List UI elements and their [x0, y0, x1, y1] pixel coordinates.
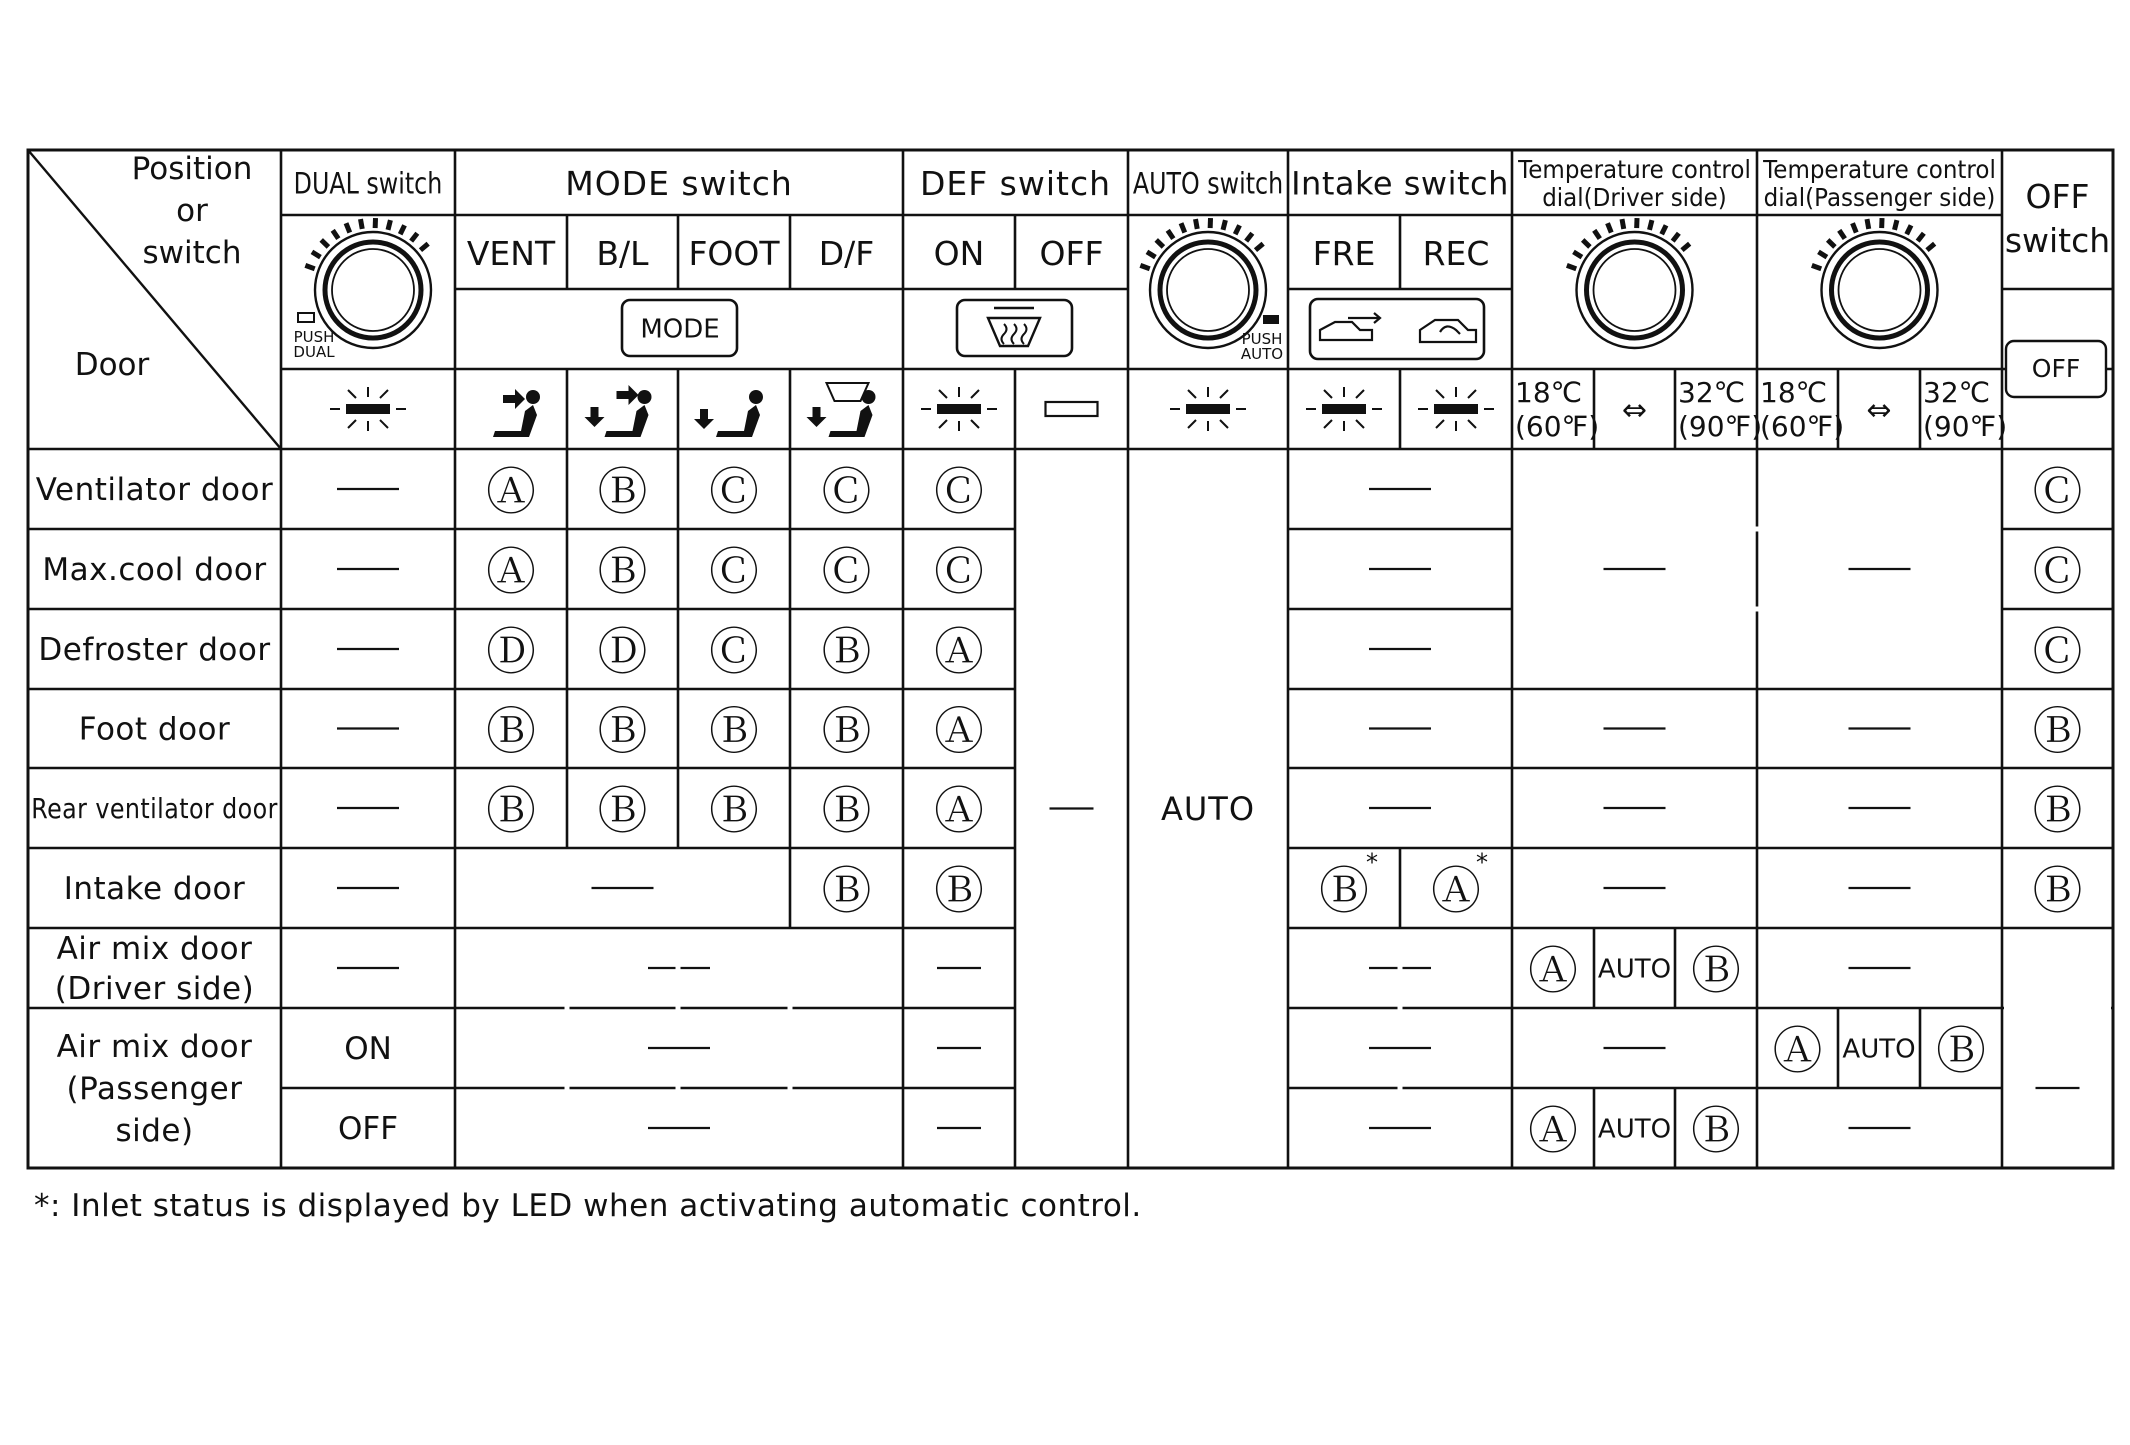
temp-passenger-auto: AUTO	[1842, 1034, 1916, 1065]
intake-position-fre: FRE	[1312, 233, 1376, 273]
auto-column-label: AUTO	[1160, 790, 1256, 829]
off-cell-letter: Ⓑ	[2032, 782, 2083, 840]
led-lit-icon	[1306, 387, 1382, 431]
temp-passenger-knob[interactable]	[1812, 218, 1938, 348]
temp-driver-letter: Ⓐ	[1528, 1102, 1578, 1160]
mode-df-letter: Ⓑ	[821, 862, 872, 920]
mode-cell-letter: Ⓓ	[486, 623, 536, 681]
def-position-off: OFF	[1039, 233, 1104, 273]
temp-driver-auto: AUTO	[1597, 954, 1672, 985]
mode-position-bl: B/L	[596, 233, 649, 273]
door-label: Rear ventilator door	[31, 793, 278, 826]
auto-knob[interactable]	[1140, 218, 1266, 348]
header-intake-switch: Intake switch	[1291, 164, 1509, 203]
mode-cell-letter: Ⓒ	[821, 463, 872, 521]
led-lit-icon	[921, 387, 997, 431]
mode-cell-letter: Ⓒ	[821, 543, 872, 601]
mode-cell-letter: Ⓑ	[597, 702, 648, 761]
mode-cell-letter: Ⓑ	[597, 463, 648, 521]
led-lit-icon	[1418, 387, 1494, 431]
temp-driver-high: 32℃ (90℉)	[1678, 376, 1763, 444]
mode-position-df: D/F	[818, 233, 875, 273]
header-def-switch: DEF switch	[919, 163, 1112, 203]
temp-driver-arrow: ⇔	[1621, 392, 1648, 428]
off-cell-letter: Ⓒ	[2032, 463, 2083, 521]
mode-cell-letter: Ⓒ	[709, 543, 759, 601]
door-label: Defroster door	[38, 632, 271, 669]
door-label: Foot door	[78, 711, 231, 748]
mode-cell-letter: Ⓒ	[709, 623, 759, 681]
mode-position-foot: FOOT	[688, 233, 780, 273]
mode-cell-letter: Ⓑ	[821, 702, 872, 761]
def-on-cell-letter: Ⓐ	[934, 782, 984, 840]
temp-passenger-arrow: ⇔	[1866, 392, 1892, 428]
intake-button-pair[interactable]	[1310, 299, 1484, 359]
bilevel-mode-icon	[585, 385, 652, 437]
mode-cell-letter: Ⓑ	[597, 782, 648, 840]
mode-button-label: MODE	[640, 314, 720, 345]
led-lit-icon	[1170, 387, 1246, 431]
def-on-cell-letter: Ⓒ	[934, 543, 984, 601]
dual-indicator-lamp	[298, 313, 314, 322]
off-cell-letter: Ⓑ	[2032, 862, 2083, 920]
def-on-cell-letter: Ⓐ	[934, 702, 984, 761]
door-label: Air mix door (Driver side)	[54, 931, 255, 1008]
temp-driver-letter: Ⓐ	[1528, 942, 1578, 1000]
def-on-cell-letter: Ⓒ	[934, 463, 984, 521]
dual-off-label: OFF	[337, 1111, 399, 1148]
mode-cell-letter: Ⓐ	[486, 543, 536, 601]
temp-driver-low: 18℃ (60℉)	[1515, 376, 1600, 444]
temp-passenger-low: 18℃ (60℉)	[1760, 376, 1845, 444]
foot-mode-icon	[694, 390, 763, 437]
temp-driver-auto: AUTO	[1597, 1114, 1672, 1145]
temp-driver-letter: Ⓑ	[1691, 942, 1741, 1000]
def-on-cell-letter: Ⓐ	[934, 623, 984, 681]
mode-cell-letter: Ⓑ	[821, 623, 872, 681]
defroster-icon[interactable]	[957, 300, 1072, 356]
mode-cell-letter: Ⓑ	[821, 782, 872, 840]
header-mode-switch: MODE switch	[565, 163, 793, 203]
temp-passenger-letter: Ⓐ	[1772, 1022, 1823, 1080]
mode-position-vent: VENT	[466, 233, 556, 273]
mode-cell-letter: Ⓐ	[486, 463, 536, 521]
inlet-led-asterisk: *	[1366, 848, 1378, 877]
intake-rec-letter: Ⓐ	[1431, 862, 1481, 920]
mode-cell-letter: Ⓑ	[486, 702, 536, 761]
door-label: Max.cool door	[42, 552, 267, 589]
vent-mode-icon	[493, 389, 540, 437]
dual-on-label: ON	[344, 1031, 392, 1068]
header-dual-switch: DUAL switch	[293, 167, 443, 202]
off-cell-letter: Ⓒ	[2032, 543, 2083, 601]
mode-cell-letter: Ⓓ	[597, 623, 648, 681]
off-cell-letter: Ⓒ	[2032, 623, 2083, 681]
corner-diagonal	[28, 150, 281, 449]
door-label: Ventilator door	[35, 472, 274, 509]
auto-indicator-lamp	[1263, 315, 1279, 324]
def-on-cell-letter: Ⓑ	[934, 862, 984, 920]
inlet-led-asterisk: *	[1476, 848, 1488, 877]
door-label: Intake door	[63, 871, 246, 908]
dual-knob-label: PUSH DUAL	[293, 327, 335, 361]
header-auto-switch: AUTO switch	[1132, 167, 1284, 202]
auto-knob-label: PUSH AUTO	[1240, 329, 1284, 363]
temp-passenger-letter: Ⓑ	[1936, 1022, 1986, 1080]
led-off-icon	[1046, 402, 1098, 416]
header-off-switch: OFF switch	[2004, 176, 2111, 260]
header-door: Door	[74, 347, 150, 384]
temp-passenger-high: 32℃ (90℉)	[1923, 376, 2008, 444]
off-button-label: OFF	[2031, 354, 2081, 383]
mode-cell-letter: Ⓑ	[486, 782, 536, 840]
mode-cell-letter: Ⓑ	[709, 702, 759, 761]
mode-cell-letter: Ⓒ	[709, 463, 759, 521]
footnote: *: Inlet status is displayed by LED when activating automatic control.	[34, 1188, 1142, 1224]
temp-driver-knob[interactable]	[1567, 218, 1693, 348]
door-label: Air mix door (Passenger side)	[56, 1029, 253, 1150]
def-position-on: ON	[933, 233, 985, 273]
off-cell-letter: Ⓑ	[2032, 702, 2083, 761]
mode-cell-letter: Ⓑ	[709, 782, 759, 840]
defrost-foot-mode-icon	[807, 383, 876, 437]
header-temp-driver: Temperature control dial(Driver side)	[1518, 155, 1751, 213]
intake-position-rec: REC	[1422, 233, 1490, 273]
header-temp-passenger: Temperature control dial(Passenger side)	[1763, 155, 1996, 213]
mode-cell-letter: Ⓑ	[597, 543, 648, 601]
intake-fre-letter: Ⓑ	[1319, 862, 1369, 920]
temp-driver-letter: Ⓑ	[1691, 1102, 1741, 1160]
led-lit-icon	[330, 387, 406, 431]
header-position-or-switch: Position or switch	[131, 151, 253, 272]
